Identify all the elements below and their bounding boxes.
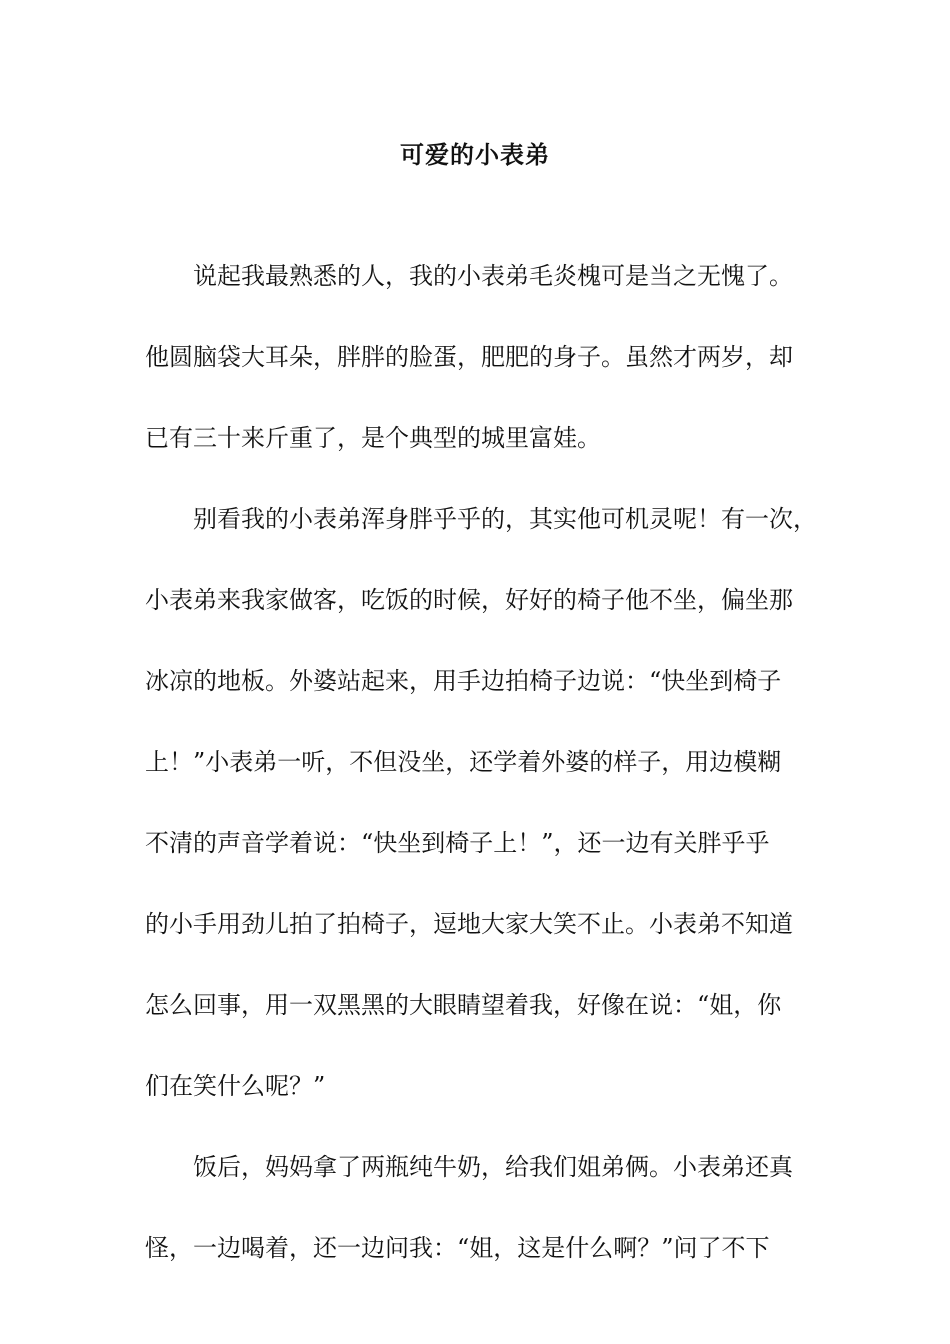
text-line: 怪，一边喝着，还一边问我：“姐，这是什么啊？”问了不下: [145, 1234, 770, 1262]
text-line-paragraph-3-start: 饭后，妈妈拿了两瓶纯牛奶，给我们姐弟俩。小表弟还真: [193, 1153, 793, 1181]
text-line-paragraph-1-start: 说起我最熟悉的人，我的小表弟毛炎槐可是当之无愧了。: [193, 262, 793, 290]
document-body: [145, 256, 820, 1309]
text-line: 们在笑什么呢？”: [145, 1072, 326, 1100]
text-line: 冰凉的地板。外婆站起来，用手边拍椅子边说：“快坐到椅子: [145, 667, 782, 695]
text-line: 的小手用劲儿拍了拍椅子，逗地大家大笑不止。小表弟不知道: [145, 910, 793, 938]
document-title: 可爱的小表弟: [400, 140, 550, 169]
text-line: 不清的声音学着说：“快坐到椅子上！”，还一边有关胖乎乎: [145, 829, 770, 857]
text-line: 上！”小表弟一听，不但没坐，还学着外婆的样子，用边模糊: [145, 748, 782, 776]
text-line: 小表弟来我家做客，吃饭的时候，好好的椅子他不坐，偏坐那: [145, 586, 793, 614]
text-line-paragraph-2-start: 别看我的小表弟浑身胖乎乎的，其实他可机灵呢！有一次，: [193, 505, 817, 533]
text-line: 已有三十来斤重了，是个典型的城里富娃。: [145, 424, 601, 452]
text-line: 他圆脑袋大耳朵，胖胖的脸蛋，肥肥的身子。虽然才两岁，却: [145, 343, 793, 371]
text-line: 怎么回事，用一双黑黑的大眼睛望着我，好像在说：“姐，你: [145, 991, 782, 1019]
